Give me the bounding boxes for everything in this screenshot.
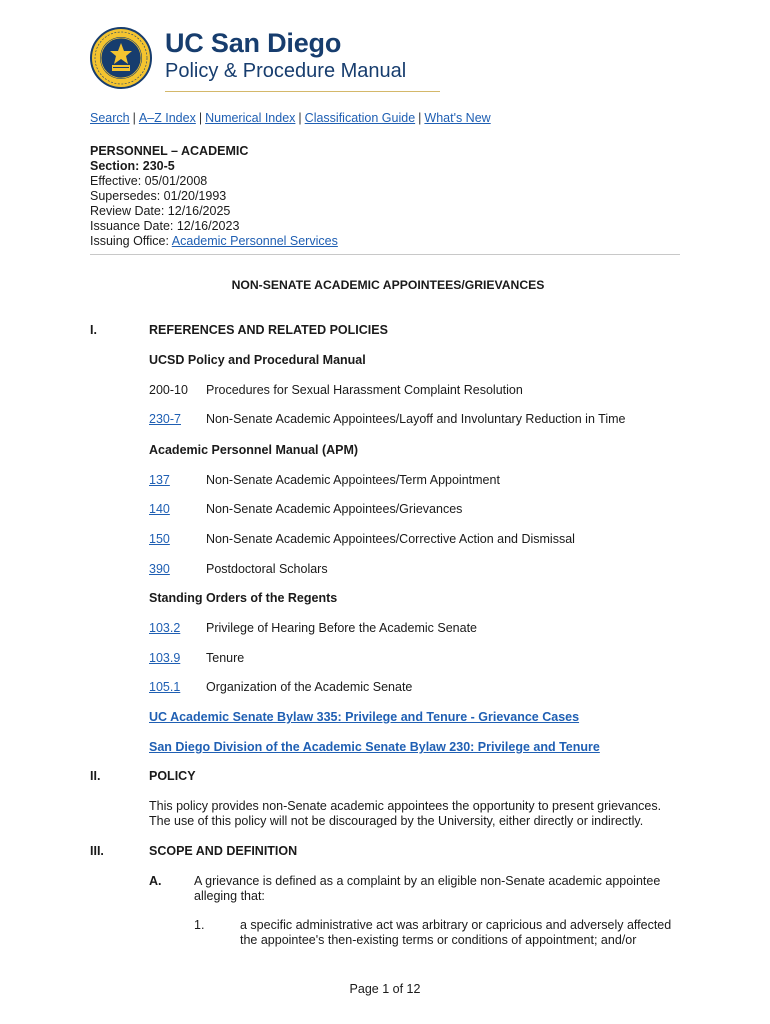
issuance-date: Issuance Date: 12/16/2023: [90, 219, 240, 233]
nav-classification-guide-link[interactable]: Classification Guide: [304, 111, 416, 125]
reference-group-heading: Standing Orders of the Regents: [149, 591, 338, 605]
apm-description: Non-Senate Academic Appointees/Grievances: [206, 502, 463, 516]
issuing-office-label: Issuing Office:: [90, 234, 169, 248]
issuing-office: [90, 234, 338, 249]
regents-code-link[interactable]: 105.1: [149, 680, 181, 694]
nav-az-index-link[interactable]: A–Z Index: [138, 111, 196, 125]
paragraph-line: This policy provides non-Senate academic appointees the opportunity to present grievances.: [149, 799, 662, 813]
section-heading: POLICY: [149, 769, 196, 783]
paragraph-line: A grievance is defined as a complaint by an eligible non-Senate academic appointee: [194, 874, 661, 888]
brand-divider: [165, 91, 440, 92]
apm-code-link[interactable]: 140: [149, 502, 170, 516]
nav-search-link[interactable]: Search: [90, 111, 130, 125]
regents-code-link[interactable]: 103.9: [149, 651, 181, 665]
section-number: III.: [90, 844, 104, 858]
nav-separator: |: [418, 111, 422, 125]
effective-date: Effective: 05/01/2008: [90, 174, 208, 188]
apm-code-link[interactable]: 390: [149, 562, 170, 576]
nav-separator: |: [198, 111, 203, 125]
regents-code-link[interactable]: 103.2: [149, 621, 181, 635]
section-heading: REFERENCES AND RELATED POLICIES: [149, 323, 388, 337]
regents-description: Organization of the Academic Senate: [206, 680, 413, 694]
policy-category: PERSONNEL – ACADEMIC: [90, 144, 249, 158]
nav-numerical-index-link[interactable]: Numerical Index: [205, 111, 296, 125]
apm-code-link[interactable]: 150: [149, 532, 170, 546]
apm-description: Postdoctoral Scholars: [206, 562, 328, 576]
reference-group-heading: UCSD Policy and Procedural Manual: [149, 353, 366, 367]
issuing-office-link[interactable]: Academic Personnel Services: [171, 234, 338, 248]
review-date: Review Date: 12/16/2025: [90, 204, 231, 218]
regents-description: Privilege of Hearing Before the Academic Senate: [206, 621, 477, 635]
policy-section: Section: 230-5: [90, 159, 175, 173]
nav-separator: |: [132, 111, 136, 125]
policy-metadata: [90, 144, 338, 249]
nav-separator: |: [298, 111, 302, 125]
brand-title: UC San Diego: [165, 28, 342, 58]
header-divider: [90, 254, 680, 255]
list-item-number: 1.: [194, 918, 205, 932]
nav-links: [90, 111, 491, 125]
subsection-label: A.: [149, 874, 162, 888]
section-heading: SCOPE AND DEFINITION: [149, 844, 298, 858]
reference-group-heading: Academic Personnel Manual (APM): [149, 443, 359, 457]
supersedes-date: Supersedes: 01/20/1993: [90, 189, 227, 203]
document-title: NON-SENATE ACADEMIC APPOINTEES/GRIEVANCES: [231, 278, 545, 292]
regents-description: Tenure: [206, 651, 245, 665]
page-number: Page 1 of 12: [349, 982, 421, 996]
policy-paragraph: [149, 799, 661, 829]
paragraph-line: The use of this policy will not be discouraged by the University, either directly or indirectly.: [149, 814, 644, 828]
uc-san-diego-seal-icon: [90, 27, 152, 89]
sd-division-bylaw-230-link[interactable]: San Diego Division of the Academic Senate Bylaw 230: Privilege and Tenure: [149, 740, 600, 754]
nav-whats-new-link[interactable]: What's New: [424, 111, 491, 125]
policy-description: Procedures for Sexual Harassment Complaint Resolution: [206, 383, 523, 397]
section-number: II.: [90, 769, 101, 783]
list-item-text: [240, 918, 671, 948]
apm-code-link[interactable]: 137: [149, 473, 170, 487]
senate-bylaw-335-link[interactable]: UC Academic Senate Bylaw 335: Privilege and Tenure - Grievance Cases: [149, 710, 580, 724]
paragraph-line: the appointee's then-existing terms or conditions of appointment; and/or: [240, 933, 637, 947]
apm-description: Non-Senate Academic Appointees/Corrective Action and Dismissal: [206, 532, 575, 546]
section-number: I.: [90, 323, 97, 337]
policy-code-link[interactable]: 230-7: [149, 412, 181, 426]
apm-description: Non-Senate Academic Appointees/Term Appointment: [206, 473, 500, 487]
policy-code: 200-10: [149, 383, 188, 397]
paragraph-line: a specific administrative act was arbitrary or capricious and adversely affected: [240, 918, 672, 932]
policy-description: Non-Senate Academic Appointees/Layoff and Involuntary Reduction in Time: [206, 412, 626, 426]
paragraph-line: alleging that:: [194, 889, 265, 903]
brand-subtitle: Policy & Procedure Manual: [165, 60, 407, 82]
definition-paragraph: [194, 874, 660, 904]
